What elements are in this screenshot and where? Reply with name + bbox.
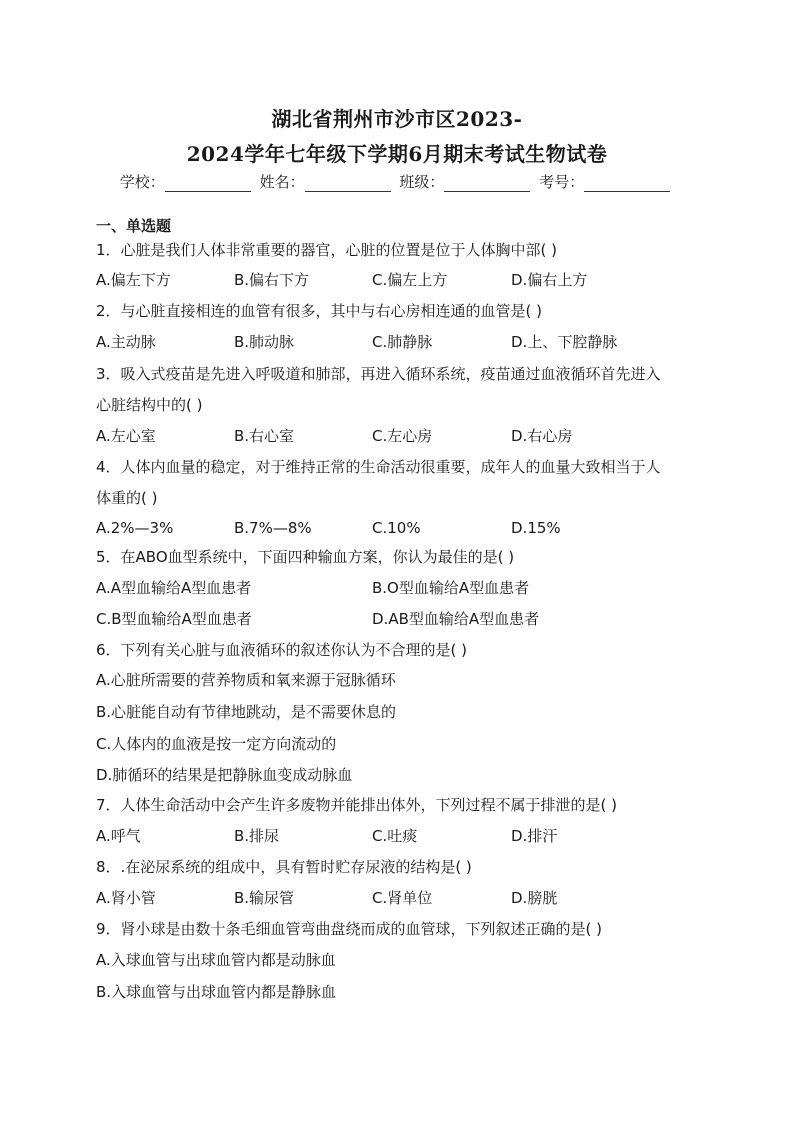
option-a: A.肾小管 (96, 889, 156, 907)
class-label: 班级： (399, 173, 445, 191)
question-stem: 9．肾小球是由数十条毛细血管弯曲盘绕而成的血管球，下列叙述正确的是( ) (96, 920, 603, 938)
name-blank[interactable] (305, 177, 391, 192)
option-b: B.7%—8% (234, 519, 312, 537)
question-stem-continued: 心脏结构中的( ) (96, 396, 203, 414)
school-blank[interactable] (165, 177, 251, 192)
option-a: A.主动脉 (96, 333, 156, 351)
option-d: D.AB型血输给A型血患者 (372, 610, 540, 628)
question-stem: 7．人体生命活动中会产生许多废物并能排出体外，下列过程不属于排泄的是( ) (96, 796, 618, 814)
option-d: D.15% (511, 519, 561, 537)
student-info-line (0, 171, 794, 192)
question-stem-continued: 体重的( ) (96, 489, 158, 507)
school-label: 学校： (119, 173, 165, 191)
question-stem: 5．在ABO血型系统中，下面四种输血方案，你认为最佳的是( ) (96, 548, 515, 566)
section-title: 一、单选题 (96, 217, 172, 235)
option-b: B.输尿管 (234, 889, 295, 907)
option-d: D.肺循环的结果是把静脉血变成动脉血 (96, 766, 353, 784)
option-c: C.10% (372, 519, 421, 537)
option-b: B.心脏能自动有节律地跳动，是不需要休息的 (96, 703, 397, 721)
option-a: A.A型血输给A型血患者 (96, 579, 252, 597)
option-b: B.入球血管与出球血管内都是静脉血 (96, 983, 337, 1001)
option-b: B.排尿 (234, 827, 280, 845)
option-d: D.右心房 (511, 427, 573, 445)
option-a: A.心脏所需要的营养物质和氧来源于冠脉循环 (96, 671, 396, 689)
option-b: B.右心室 (234, 427, 295, 445)
name-label: 姓名： (259, 173, 305, 191)
option-c: C.人体内的血液是按一定方向流动的 (96, 735, 337, 753)
option-a: A.偏左下方 (96, 271, 171, 289)
class-blank[interactable] (444, 177, 530, 192)
exam-number-label: 考号： (539, 173, 585, 191)
option-a: A.2%—3% (96, 519, 174, 537)
question-stem: 3．吸入式疫苗是先进入呼吸道和肺部，再进入循环系统，疫苗通过血液循环首先进入 (96, 365, 661, 383)
question-stem: 1．心脏是我们人体非常重要的器官，心脏的位置是位于人体胸中部( ) (96, 241, 558, 259)
exam-number-blank[interactable] (584, 177, 670, 192)
question-stem: 6．下列有关心脏与血液循环的叙述你认为不合理的是( ) (96, 641, 468, 659)
exam-title-line2: 2024学年七年级下学期6月期末考试生物试卷 (186, 142, 608, 166)
option-a: A.左心室 (96, 427, 156, 445)
option-c: C.左心房 (372, 427, 433, 445)
option-a: A.入球血管与出球血管内都是动脉血 (96, 951, 336, 969)
option-c: C.肾单位 (372, 889, 433, 907)
option-b: B.O型血输给A型血患者 (372, 579, 530, 597)
option-b: B.偏右下方 (234, 271, 310, 289)
option-c: C.B型血输给A型血患者 (96, 610, 252, 628)
option-b: B.肺动脉 (234, 333, 295, 351)
question-stem: 4．人体内血量的稳定，对于维持正常的生命活动很重要，成年人的血量大致相当于人 (96, 458, 661, 476)
question-stem: 2．与心脏直接相连的血管有很多，其中与右心房相连通的血管是( ) (96, 302, 543, 320)
option-c: C.肺静脉 (372, 333, 433, 351)
option-d: D.膀胱 (511, 889, 558, 907)
question-stem: 8．.在泌尿系统的组成中，具有暂时贮存尿液的结构是( ) (96, 858, 472, 876)
option-d: D.排汗 (511, 827, 558, 845)
option-d: D.上、下腔静脉 (511, 333, 618, 351)
option-d: D.偏右上方 (511, 271, 588, 289)
option-c: C.吐痰 (372, 827, 418, 845)
option-c: C.偏左上方 (372, 271, 448, 289)
exam-title-line1: 湖北省荆州市沙市区2023- (271, 107, 523, 131)
option-a: A.呼气 (96, 827, 141, 845)
